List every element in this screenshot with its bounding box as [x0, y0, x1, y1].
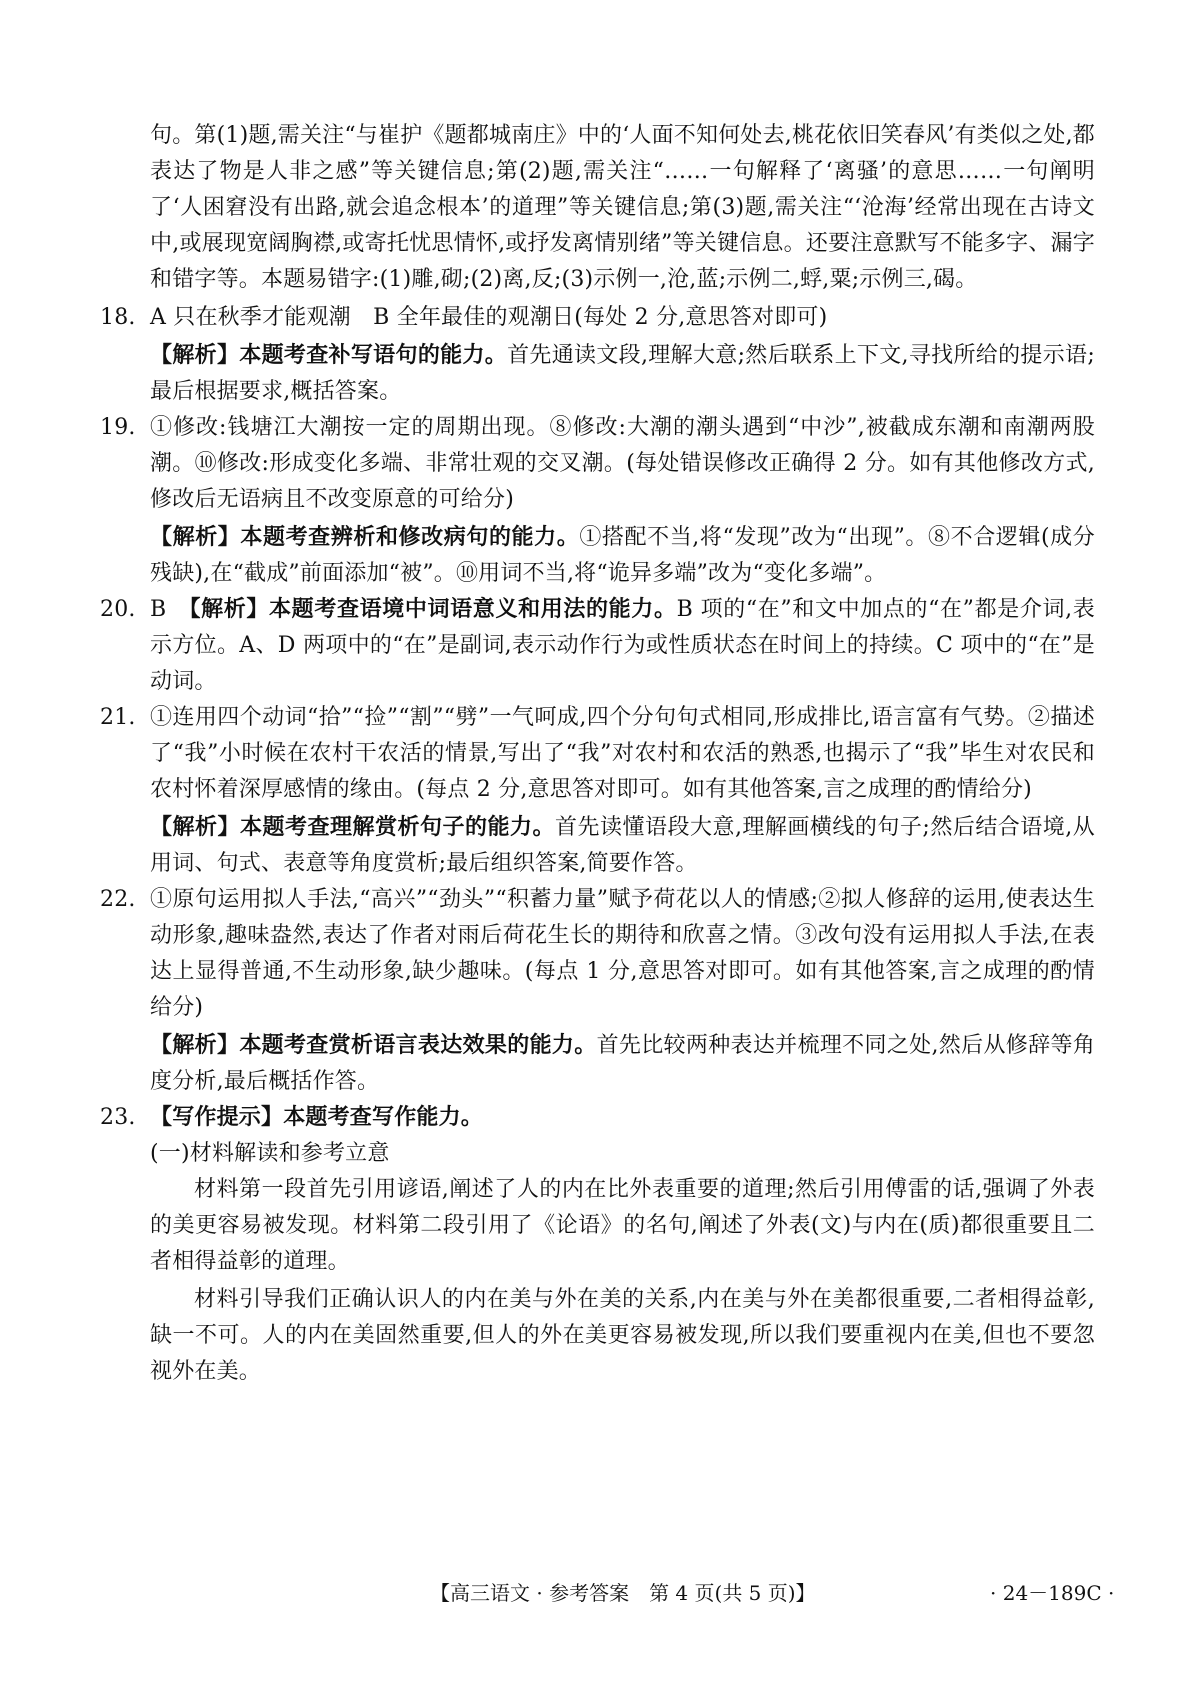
- question-number: 18.: [100, 305, 136, 330]
- analysis: [150, 520, 1095, 592]
- question-18: [100, 300, 1095, 410]
- question-22: [100, 882, 1095, 1100]
- answer-text: ①连用四个动词“拾”“捡”“割”“劈”一气呵成,四个分句句式相同,形成排比,语言富有气势。②描述了“我”小时候在农村干农活的情景,写出了“我”对农村和农活的熟悉,也揭示了“我”毕生对农民和农村怀着深厚感情的缘由。(每点 2 分,意思答对即可。如有其他答案,言之成理的酌情给分): [150, 705, 1095, 802]
- material-subheading: (一)材料解读和参考立意: [150, 1141, 390, 1166]
- analysis-text: 首先读懂语段大意,理解画横线的句子;然后结合语境,从用词、句式、表意等角度赏析;最后组织答案,简要作答。: [150, 815, 1095, 876]
- writing-tip-heading: 本题考查写作能力。: [283, 1105, 484, 1130]
- analysis-label: 【解析】: [150, 525, 241, 550]
- question-number: 23.: [100, 1105, 136, 1130]
- analysis-text: 首先通读文段,理解大意;然后联系上下文,寻找所给的提示语;最后根据要求,概括答案。: [150, 343, 1095, 404]
- answer-text: ①修改:钱塘江大潮按一定的周期出现。⑧修改:大潮的潮头遇到“中沙”,被截成东潮和南潮两股潮。⑩修改:形成变化多端、非常壮观的交叉潮。(每处错误修改正确得 2 分。如有其他修改方式,修改后无语病且不改变原意的可给分): [150, 415, 1095, 512]
- writing-tip-label: 【写作提示】: [150, 1105, 284, 1130]
- answer-and-analysis: [150, 592, 1095, 700]
- analysis: [150, 1028, 1095, 1100]
- question-23: [100, 1100, 1095, 1390]
- question-21: [100, 700, 1095, 882]
- analysis-heading: 本题考查赏析语言表达效果的能力。: [239, 1033, 597, 1058]
- q17-explanation-continued: 句。第(1)题,需关注“与崔护《题都城南庄》中的‘人面不知何处去,桃花依旧笑春风’有类似之处,都表达了物是人非之感”等关键信息;第(2)题,需关注“……一句解释了‘离骚’的意思……一句阐明了‘人困窘没有出路,就会追念根本’的道理”等关键信息;第(3)题,需关注“‘沧海’经常出现在古诗文中,或展现宽阔胸襟,或寄托忧思情怀,或抒发离情别绪”等关键信息。还要注意默写不能多字、漏字和错字等。本题易错字:(1)雕,砌;(2)离,反;(3)示例一,沧,蓝;示例二,蜉,粟;示例三,碣。: [150, 123, 1095, 292]
- page-footer: [0, 1578, 1200, 1608]
- question-number: 20.: [100, 597, 136, 622]
- analysis: [150, 810, 1095, 882]
- writing-tip: [150, 1100, 1095, 1136]
- page-content: [100, 118, 1095, 1392]
- analysis-heading: 本题考查语境中词语意义和用法的能力。: [269, 597, 677, 622]
- analysis-label: 【解析】: [189, 597, 270, 622]
- question-20: [100, 592, 1095, 700]
- analysis-text: 首先比较两种表达并梳理不同之处,然后从修辞等角度分析,最后概括作答。: [150, 1033, 1095, 1094]
- analysis-label: 【解析】: [150, 815, 240, 840]
- analysis-text: ①搭配不当,将“发现”改为“出现”。⑧不合逻辑(成分残缺),在“截成”前面添加“被”。⑩用词不当,将“诡异多端”改为“变化多端”。: [150, 525, 1095, 586]
- question-number: 21.: [100, 705, 136, 730]
- question-19: [100, 410, 1095, 592]
- analysis: [150, 338, 1095, 410]
- question-number: 22.: [100, 887, 136, 912]
- analysis-text: B 项的“在”和文中加点的“在”都是介词,表示方位。A、D 两项中的“在”是副词,表示动作行为或性质状态在时间上的持续。C 项中的“在”是动词。: [150, 597, 1095, 694]
- analysis-heading: 本题考查补写语句的能力。: [239, 343, 508, 368]
- answer-letter: B: [150, 597, 190, 622]
- analysis-label: 【解析】: [150, 343, 240, 368]
- analysis-heading: 本题考查理解赏析句子的能力。: [240, 815, 555, 840]
- question-number: 19.: [100, 415, 136, 440]
- answer-text: ①原句运用拟人手法,“高兴”“劲头”“积蓄力量”赋予荷花以人的情感;②拟人修辞的运用,使表达生动形象,趣味盎然,表达了作者对雨后荷花生长的期待和欣喜之情。③改句没有运用拟人手法,在表达上显得普通,不生动形象,缺少趣味。(每点 1 分,意思答对即可。如有其他答案,言之成理的酌情给分): [150, 887, 1095, 1020]
- footer-page-info: 【高三语文 · 参考答案 第 4 页(共 5 页)】: [430, 1581, 816, 1605]
- analysis-label: 【解析】: [150, 1033, 240, 1058]
- material-paragraph-1: 材料第一段首先引用谚语,阐述了人的内在比外表重要的道理;然后引用傅雷的话,强调了外表的美更容易被发现。材料第二段引用了《论语》的名句,阐述了外表(文)与内在(质)都很重要且二者相得益彰的道理。: [150, 1177, 1095, 1274]
- analysis-heading: 本题考查辨析和修改病句的能力。: [240, 525, 580, 550]
- footer-code: · 24－189C ·: [990, 1581, 1115, 1605]
- material-paragraph-2: 材料引导我们正确认识人的内在美与外在美的关系,内在美与外在美都很重要,二者相得益彰,缺一不可。人的内在美固然重要,但人的外在美更容易被发现,所以我们要重视内在美,但也不要忽视外在美。: [150, 1287, 1095, 1384]
- answer-text: A 只在秋季才能观潮 B 全年最佳的观潮日(每处 2 分,意思答对即可): [150, 305, 828, 330]
